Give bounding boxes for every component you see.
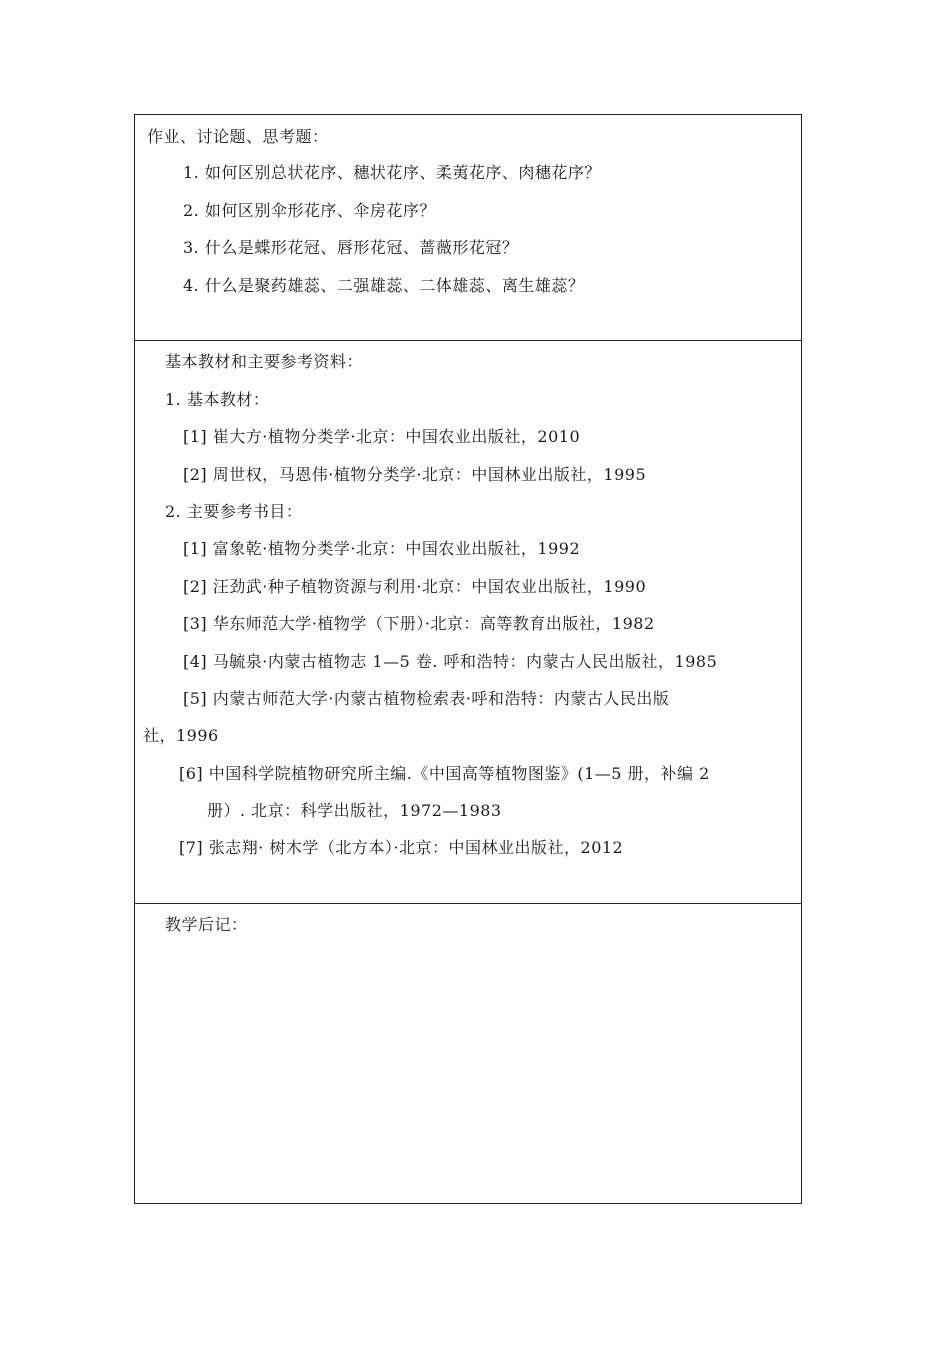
homework-heading: 作业、讨论题、思考题： (147, 127, 329, 146)
basic-textbooks-heading: 1. 基本教材： (165, 390, 270, 409)
reference-item: [5] 内蒙古师范大学·内蒙古植物检索表·呼和浩特：内蒙古人民出版 (183, 689, 670, 708)
teaching-notes-section (135, 904, 801, 1203)
reference-item: [1] 富象乾·植物分类学·北京：中国农业出版社，1992 (183, 539, 581, 558)
reference-item: [3] 华东师范大学·植物学（下册）·北京：高等教育出版社，1982 (183, 614, 655, 633)
references-section (135, 341, 801, 904)
main-references-heading: 2. 主要参考书目： (165, 502, 303, 521)
reference-item: [7] 张志翔· 树木学（北方本）·北京：中国林业出版社，2012 (179, 838, 624, 857)
homework-section (135, 115, 801, 341)
reference-item: [2] 周世权，马恩伟·植物分类学·北京：中国林业出版社，1995 (183, 465, 647, 484)
references-heading: 基本教材和主要参考资料： (165, 352, 364, 371)
reference-item: [1] 崔大方·植物分类学·北京：中国农业出版社，2010 (183, 427, 581, 446)
homework-item: 4. 什么是聚药雄蕊、二强雄蕊、二体雄蕊、离生雄蕊？ (183, 276, 585, 295)
reference-item-continuation: 社，1996 (143, 726, 219, 745)
reference-item: [2] 汪劲武·种子植物资源与利用·北京：中国农业出版社，1990 (183, 577, 647, 596)
reference-item: [6] 中国科学院植物研究所主编.《中国高等植物图鉴》(1—5 册，补编 2 (179, 764, 710, 783)
teaching-notes-heading: 教学后记： (165, 915, 248, 934)
homework-item: 3. 什么是蝶形花冠、唇形花冠、蔷薇形花冠？ (183, 238, 519, 257)
homework-item: 2. 如何区别伞形花序、伞房花序？ (183, 201, 436, 220)
lesson-plan-table (134, 114, 802, 1204)
reference-item: [4] 马毓泉·内蒙古植物志 1—5 卷. 呼和浩特：内蒙古人民出版社，1985 (183, 652, 718, 671)
homework-item: 1. 如何区别总状花序、穗状花序、柔荑花序、肉穗花序？ (183, 163, 601, 182)
reference-item-continuation: 册）. 北京：科学出版社，1972—1983 (207, 801, 502, 820)
